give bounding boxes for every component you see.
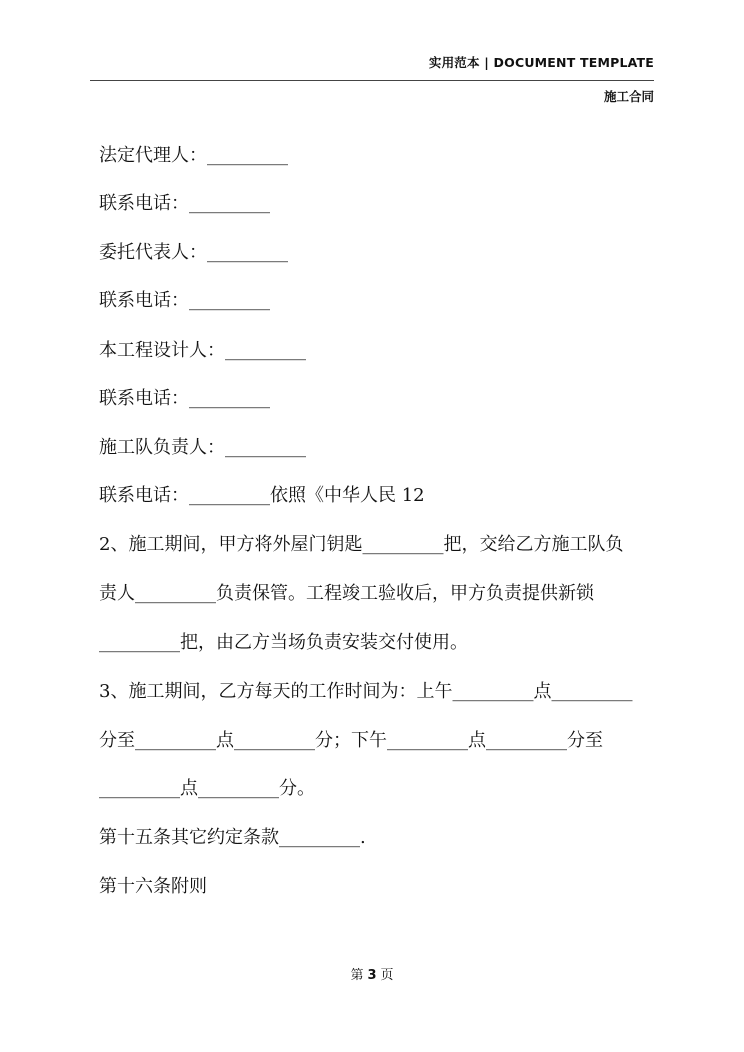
crew-leader-line: 施工队负责人：_________ xyxy=(99,437,306,458)
legal-rep-line: 法定代理人：_________ xyxy=(99,145,288,166)
article-15-line: 第十五条其它约定条款_________. xyxy=(99,827,366,848)
article-16-line: 第十六条附则 xyxy=(99,876,207,897)
phone-line-1: 联系电话：_________ xyxy=(99,193,270,214)
header-divider xyxy=(90,80,654,81)
clause-3-line-2: 分至_________点_________分；下午_________点_________分至 xyxy=(99,730,603,751)
header-title: 实用范本 | DOCUMENT TEMPLATE xyxy=(428,55,654,70)
clause-2-line-2: 责人_________负责保管。工程竣工验收后，甲方负责提供新锁 xyxy=(99,583,594,604)
phone-line-4: 联系电话：_________依照《中华人民 12 xyxy=(99,485,425,506)
page-footer xyxy=(0,964,744,983)
header-subtitle: 施工合同 xyxy=(603,89,654,104)
clause-3-line-1: 3、施工期间，乙方每天的工作时间为：上午_________点_________ xyxy=(99,681,633,702)
page-number: 3 xyxy=(367,968,377,983)
clause-3-line-3: _________点_________分。 xyxy=(99,778,315,799)
entrusted-rep-line: 委托代表人：_________ xyxy=(99,242,288,263)
clause-2-line-1: 2、施工期间，甲方将外屋门钥匙_________把，交给乙方施工队负 xyxy=(99,534,624,555)
phone-line-2: 联系电话：_________ xyxy=(99,290,270,311)
designer-line: 本工程设计人：_________ xyxy=(99,340,306,361)
phone-line-3: 联系电话：_________ xyxy=(99,388,270,409)
footer-prefix: 第 xyxy=(350,968,364,983)
clause-2-line-3: _________把，由乙方当场负责安装交付使用。 xyxy=(99,632,468,653)
footer-suffix: 页 xyxy=(380,968,394,983)
